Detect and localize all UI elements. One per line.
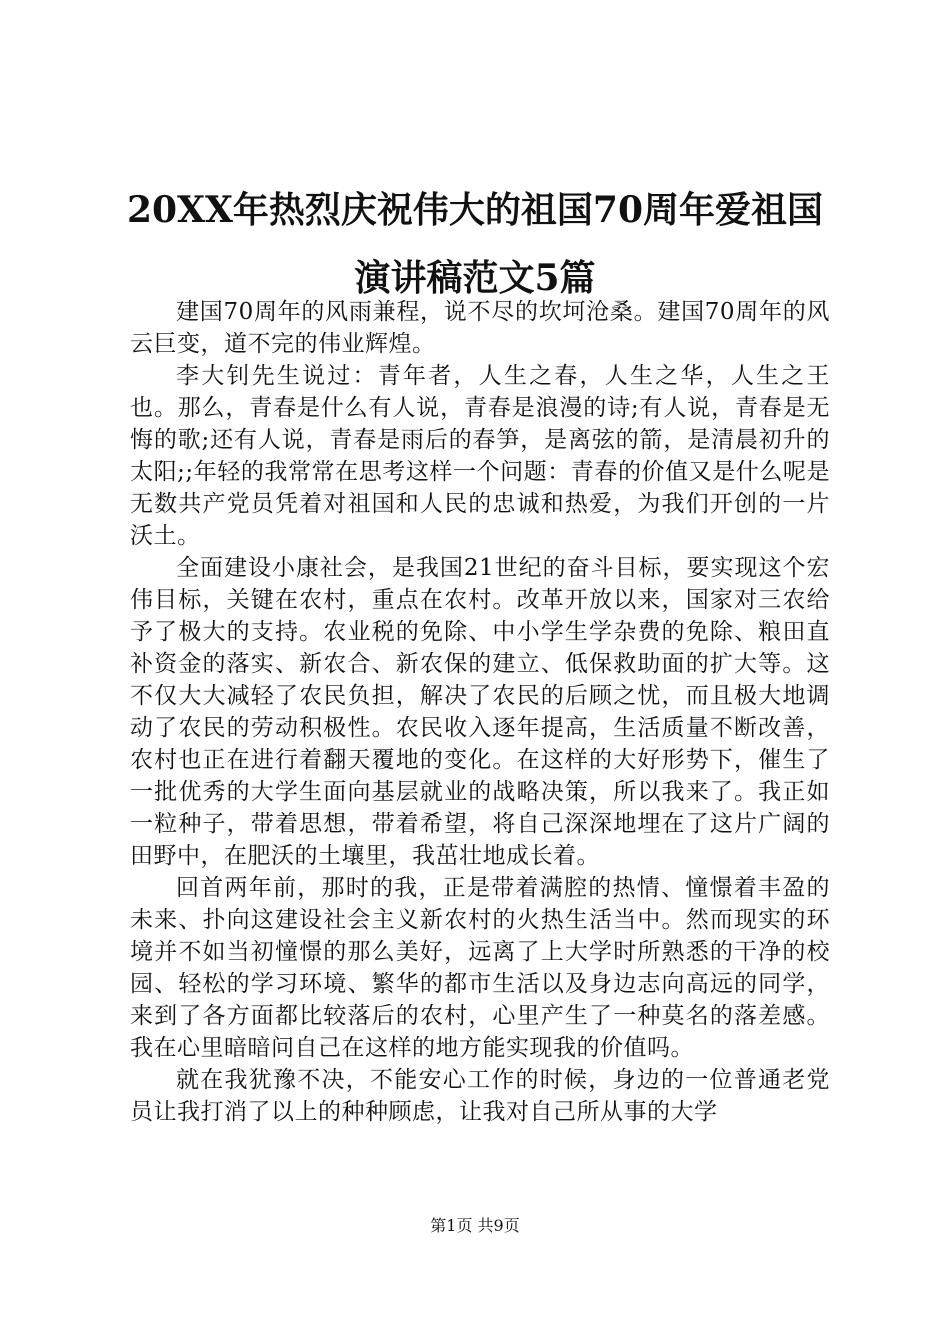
document-body (130, 296, 830, 1128)
document-title: 20XX年热烈庆祝伟大的祖国70周年爱祖国演讲稿范文5篇 (126, 189, 824, 299)
paragraph: 李大钊先生说过：青年者，人生之春，人生之华，人生之王也。那么，青春是什么有人说，青春是浪漫的诗;有人说，青春是无悔的歌;还有人说，青春是雨后的春笋，是离弦的箭，是清晨初升的太阳;;年轻的我常常在思考这样一个问题：青春的价值又是什么呢是无数共产党员凭着对祖国和人民的忠诚和热爱，为我们开创的一片沃土。 (130, 363, 830, 549)
page-footer: 第1页 共9页 (430, 1216, 520, 1235)
paragraph: 回首两年前，那时的我，正是带着满腔的热情、憧憬着丰盈的未来、扑向这建设社会主义新农村的火热生活当中。然而现实的环境并不如当初憧憬的那么美好，远离了上大学时所熟悉的干净的校园、轻松的学习环境、繁华的都市生活以及身边志向高远的同学，来到了各方面都比较落后的农村，心里产生了一种莫名的落差感。我在心里暗暗问自己在这样的地方能实现我的价值吗。 (130, 875, 830, 1061)
paragraph: 建国70周年的风雨兼程，说不尽的坎坷沧桑。建国70周年的风云巨变，道不完的伟业辉煌。 (130, 299, 830, 357)
paragraph: 就在我犹豫不决，不能安心工作的时候，身边的一位普通老党员让我打消了以上的种种顾虑，让我对自己所从事的大学 (130, 1067, 830, 1125)
paragraph: 全面建设小康社会，是我国21世纪的奋斗目标，要实现这个宏伟目标，关键在农村，重点在农村。改革开放以来，国家对三农给予了极大的支持。农业税的免除、中小学生学杂费的免除、粮田直补资金的落实、新农合、新农保的建立、低保救助面的扩大等。这不仅大大减轻了农民负担，解决了农民的后顾之忧，而且极大地调动了农民的劳动积极性。农民收入逐年提高，生活质量不断改善，农村也正在进行着翻天覆地的变化。在这样的大好形势下，催生了一批优秀的大学生面向基层就业的战略决策，所以我来了。我正如一粒种子，带着思想，带着希望，将自己深深地埋在了这片广阔的田野中，在肥沃的土壤里，我茁壮地成长着。 (130, 555, 830, 869)
